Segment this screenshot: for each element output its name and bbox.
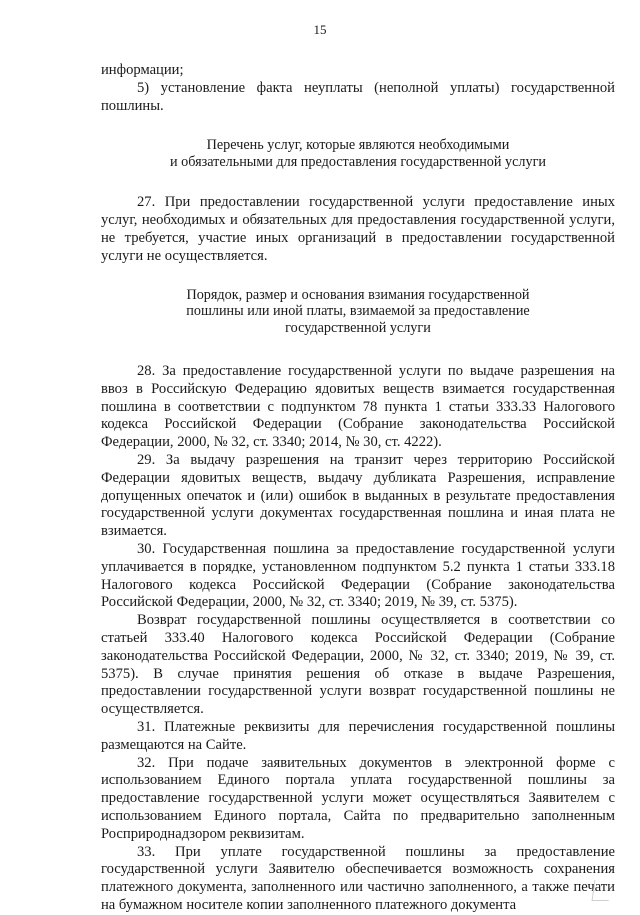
document-body — [101, 62, 615, 915]
section-heading-fees — [101, 287, 615, 337]
heading-line: Порядок, размер и основания взимания государственной — [186, 286, 530, 303]
text-line-continuation: информации; — [101, 62, 184, 78]
scan-corner-mark — [592, 880, 612, 901]
section-heading-services — [101, 137, 615, 170]
paragraph-28: 28. За предоставление государственной услуги по выдаче разрешения на ввоз в Российскую Федерацию ядовитых веществ взимается государственная пошлина в соответствии с подпунктом 78 пункта 1 статьи 333.33 Налогового кодекса Российской Федерации (Собрание законодательства Российской Федерации, 2000, № 32, ст. 3340; 2014, № 30, ст. 4222). — [101, 363, 615, 451]
heading-line: пошлины или иной платы, взимаемой за предоставление — [186, 303, 530, 320]
paragraph-refund: Возврат государственной пошлины осуществляется в соответствии со статьей 333.40 Налогового кодекса Российской Федерации (Собрание законодательства Российской Федерации, 2000, № 32, ст. 3340; 2019, № 39, ст. 5375). В случае принятия решения об отказе в выдаче Разрешения, предоставлении государственной услуги возврат государственной пошлины не осуществляется. — [101, 612, 615, 718]
list-item-5: 5) установление факта неуплаты (неполной уплаты) государственной пошлины. — [101, 79, 615, 114]
paragraph-29: 29. За выдачу разрешения на транзит через территорию Российской Федерации ядовитых веществ, выдачу дубликата Разрешения, исправление допущенных опечаток и (или) ошибок в выданных в результате предоставления государственной услуги документах государственная пошлина и иная плата не взимается. — [101, 452, 615, 540]
heading-line: Перечень услуг, которые являются необходимыми — [206, 137, 510, 154]
paragraph-30: 30. Государственная пошлина за предоставление государственной услуги уплачивается в порядке, установленном подпунктом 5.2 пункта 1 статьи 333.18 Налогового кодекса Российской Федерации (Собрание законодательства Российской Федерации, 2000, № 32, ст. 3340; 2019, № 39, ст. 5375). — [101, 541, 615, 611]
heading-line: и обязательными для предоставления государственной услуги — [169, 153, 547, 170]
paragraph-31: 31. Платежные реквизиты для перечисления государственной пошлины размещаются на Сайте. — [101, 719, 615, 753]
heading-line: государственной услуги — [285, 319, 431, 336]
paragraph-32: 32. При подаче заявительных документов в электронной форме с использованием Единого портала уплата государственной пошлины за предоставление государственной услуги может осуществляться Заявителем с использованием Единого портала, Сайта по предварительно заполненным Росприроднадзором реквизитам. — [101, 754, 615, 842]
paragraph-27: 27. При предоставлении государственной услуги предоставление иных услуг, необходимых и обязательных для предоставления государственной услуги, не требуется, участие иных организаций в предоставлении государственной услуги не осуществляется. — [101, 194, 615, 264]
page-number: 15 — [313, 22, 327, 37]
paragraph-33: 33. При уплате государственной пошлины за предоставление государственной услуги Заявителю обеспечивается возможность сохранения платежного документа, заполненного или частично заполненного, а также печати на бумажном носителе копии заполненного платежного документа — [101, 843, 615, 913]
